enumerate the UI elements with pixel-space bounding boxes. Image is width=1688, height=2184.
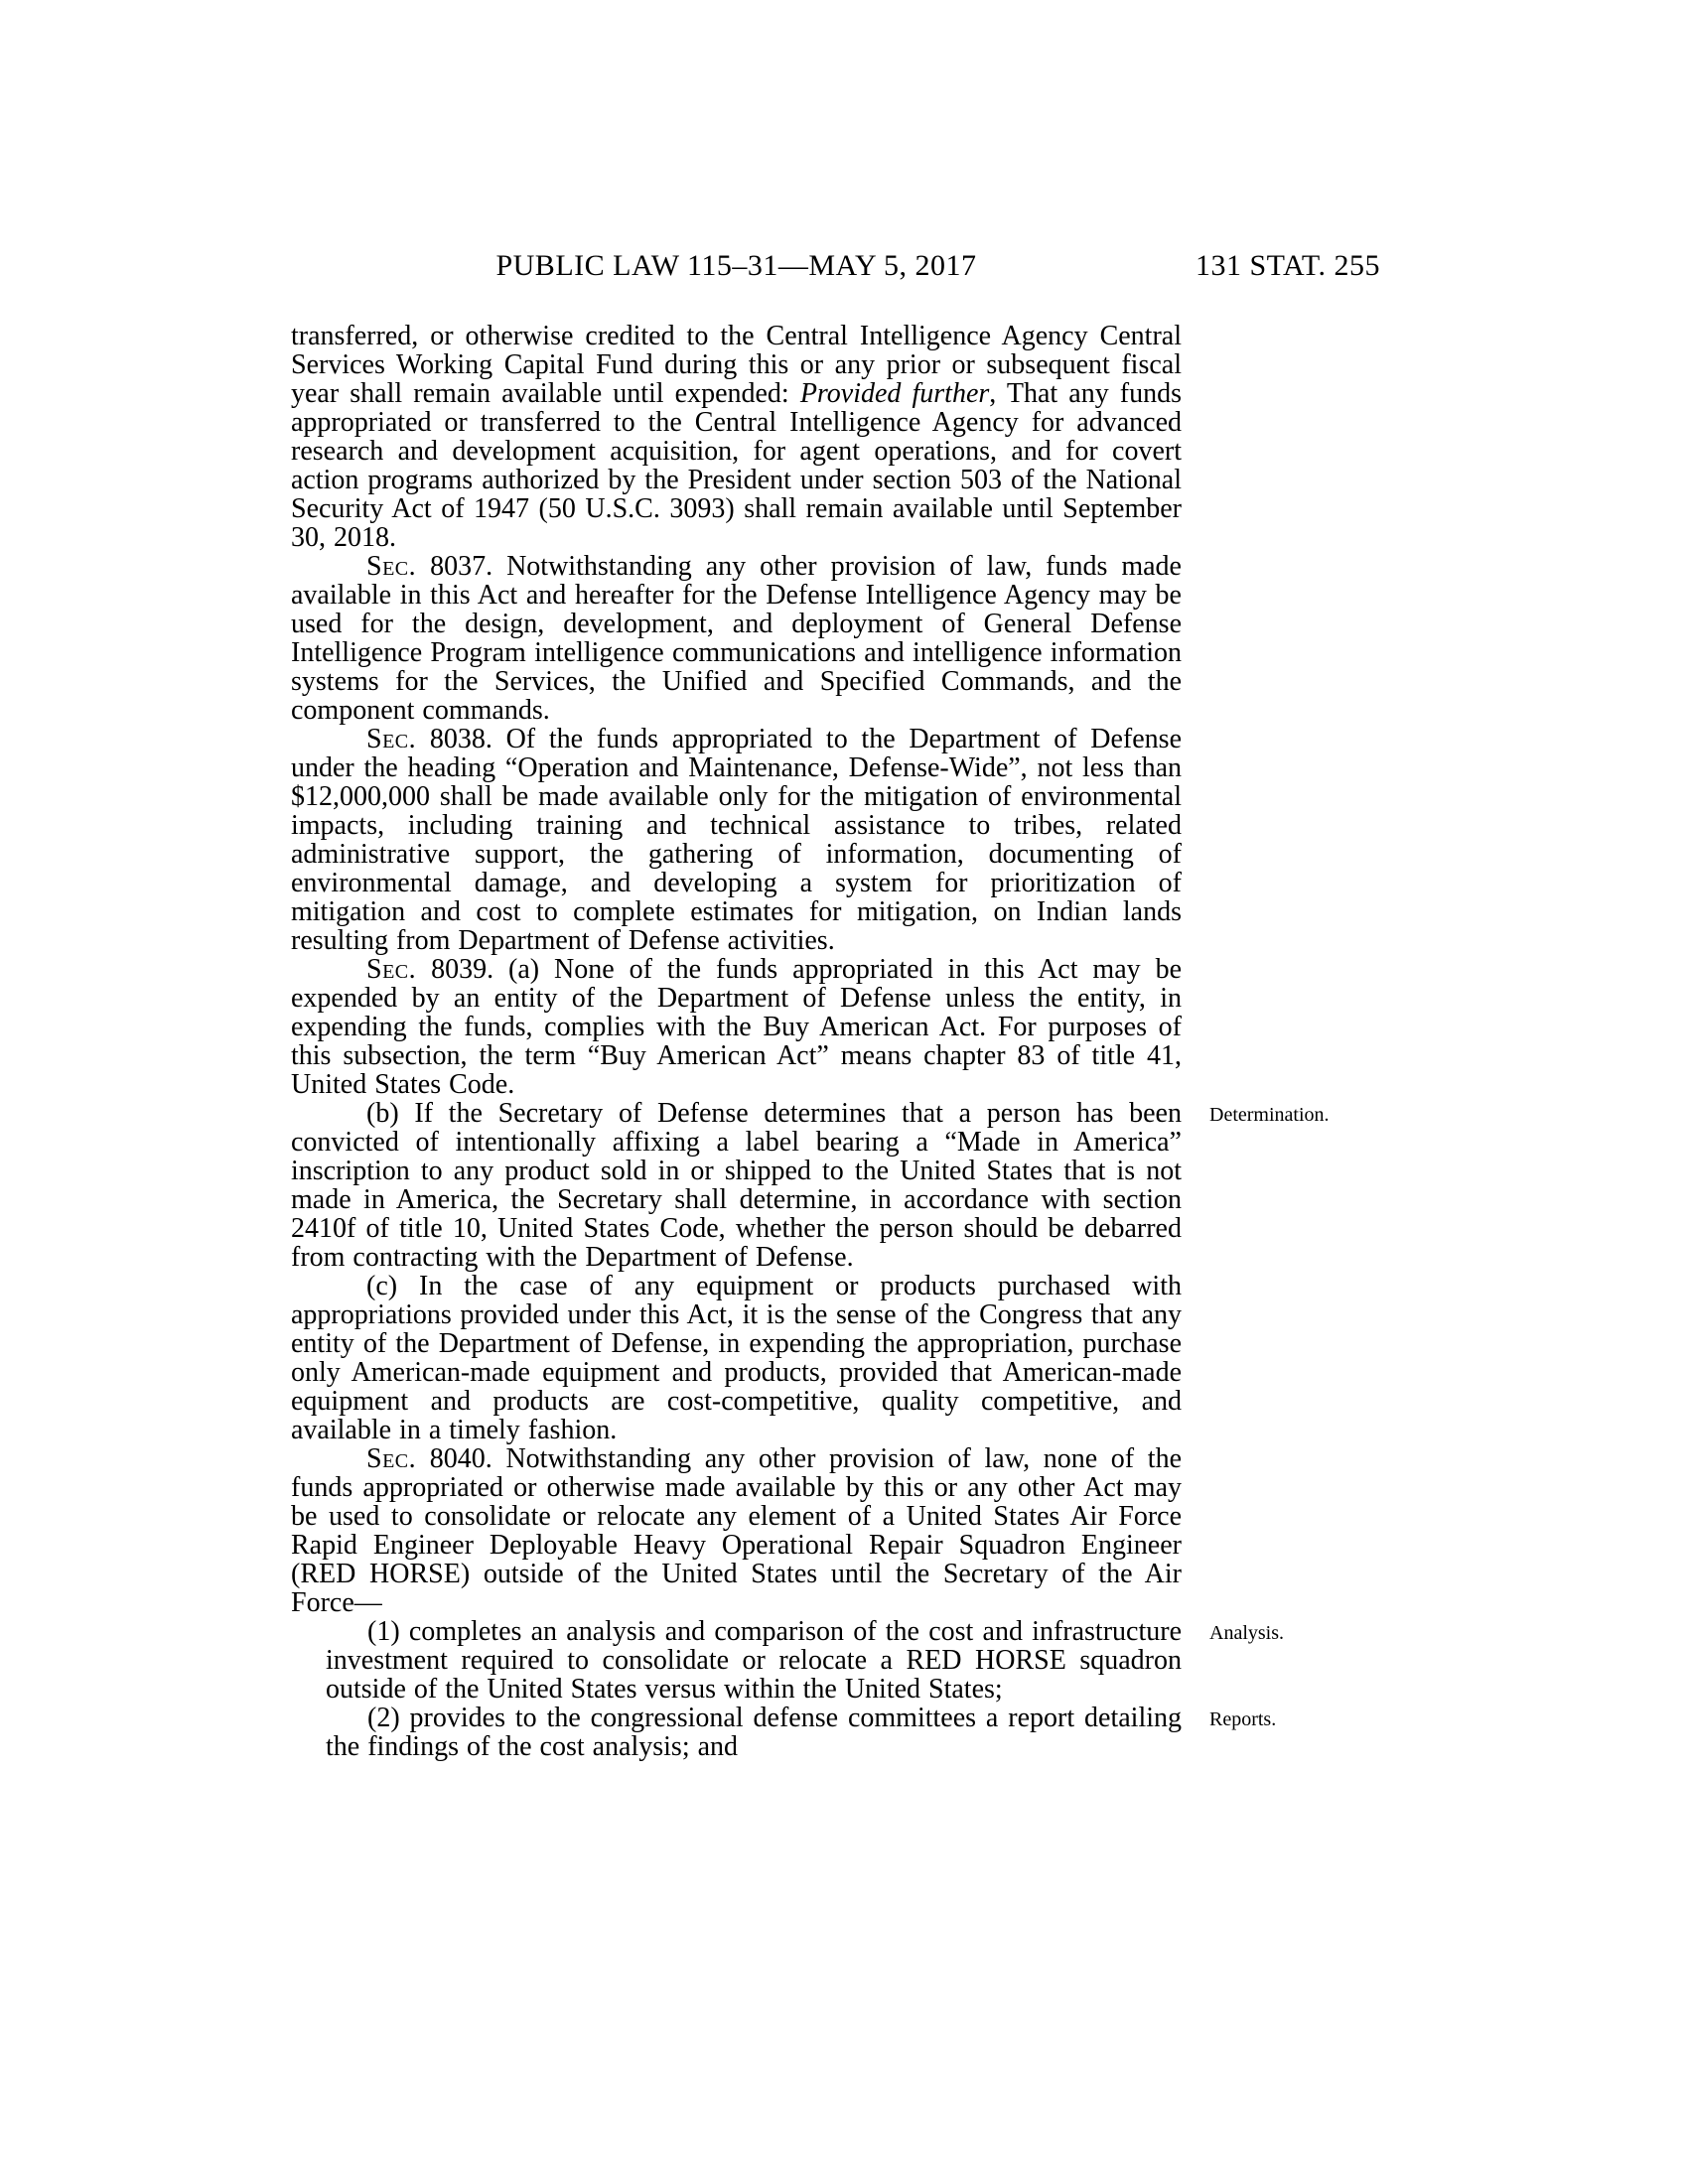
text-segment-normal: (c) In the case of any equipment or products purchased with appropriations provided under this Act, it is the sense of the Congress that any entity of the Department of Defense, in expending the appropriation, purchase only American-made equipment and products, provided that American-made equipment and products are cost-competitive, quality competitive, and available in a timely fashion.: [291, 1271, 1182, 1445]
text-segment-smallcaps: Sec.: [366, 954, 417, 985]
text-segment-normal: (1) completes an analysis and comparison of the cost and infrastructure investment required to consolidate or relocate a RED HORSE squadron outside of the United States versus within the United States;: [326, 1616, 1182, 1705]
text-segment-normal: , That any funds appropriated or transferred to the Central Intelligence Agency for advanced research and development acquisition, for agent operations, and for covert action programs authorized by the President under section 503 of the National Security Act of 1947 (50 U.S.C. 3093) shall remain available until September 30, 2018.: [291, 378, 1183, 553]
text-segment-normal: 8040. Notwithstanding any other provision of law, none of the funds appropriated or otherwise made available by this or any other Act may be used to consolidate or relocate any element of a United States Air Force Rapid Engineer Deployable Heavy Operational Repair Squadron Engineer (RED HORSE) outside of the United States until the Secretary of the Air Force—: [291, 1443, 1182, 1618]
text-segment-normal: 8039. (a) None of the funds appropriated in this Act may be expended by an entity of the Department of Defense unless the entity, in expending the funds, complies with the Buy American Act. For purposes of this subsection, the term “Buy American Act” means chapter 83 of title 41, United States Code.: [291, 954, 1182, 1100]
text-segment-normal: (b) If the Secretary of Defense determines that a person has been convicted of intentionally affixing a label bearing a “Made in America” inscription to any product sold in or shipped to the United States that is not made in America, the Secretary shall determine, in accordance with section 2410f of title 10, United States Code, whether the person should be debarred from contracting with the Department of Defense.: [291, 1098, 1182, 1273]
paragraph-sec-8038: [291, 725, 1182, 955]
text-segment-normal: 8038. Of the funds appropriated to the Department of Defense under the heading “Operation and Maintenance, Defense-Wide”, not less than $12,000,000 shall be made available only for the mitigation of environmental impacts, including training and technical assistance to tribes, related administrative support, the gathering of information, documenting of environmental damage, and developing a system for prioritization of mitigation and cost to complete estimates for mitigation, on Indian lands resulting from Department of Defense activities.: [291, 724, 1182, 956]
text-segment-normal: 8037. Notwithstanding any other provision of law, funds made available in this Act and hereafter for the Defense Intelligence Agency may be used for the design, development, and deployment of General Defense Intelligence Program intelligence communications and intelligence information systems for the Services, the Unified and Specified Commands, and the component commands.: [291, 551, 1182, 726]
running-head-law-title: PUBLIC LAW 115–31—MAY 5, 2017: [495, 249, 977, 282]
statute-text-column: [291, 321, 1330, 1762]
running-head-stat-page-number: 131 STAT. 255: [1195, 249, 1380, 282]
paragraph-sec-8039-b: [291, 1098, 1330, 1273]
text-segment-smallcaps: Sec.: [366, 724, 417, 754]
text-segment-italic: Provided further: [799, 378, 990, 409]
text-segment-normal: transferred, or otherwise credited to the Central Intelligence Agency Central Services Working Capital Fund during this or any prior or subsequent fiscal year shall remain available until expended:: [291, 321, 1182, 409]
paragraph-sec-8037: [291, 552, 1182, 725]
margin-note: Determination.: [1209, 1104, 1330, 1126]
text-segment-smallcaps: Sec.: [366, 551, 417, 582]
paragraph-sec-8039-a: [291, 955, 1182, 1099]
paragraph-sec-8040-2: [326, 1703, 1277, 1762]
paragraph-sec-8040-1: [326, 1616, 1284, 1705]
margin-note: Reports.: [1209, 1708, 1277, 1730]
paragraph-continuation: [291, 322, 1182, 552]
text-segment-normal: (2) provides to the congressional defense committees a report detailing the findings of the cost analysis; and: [326, 1703, 1182, 1762]
paragraph-sec-8040: [291, 1444, 1182, 1617]
paragraph-sec-8039-c: [291, 1272, 1182, 1444]
margin-note: Analysis.: [1209, 1622, 1284, 1644]
text-segment-smallcaps: Sec.: [366, 1443, 417, 1474]
